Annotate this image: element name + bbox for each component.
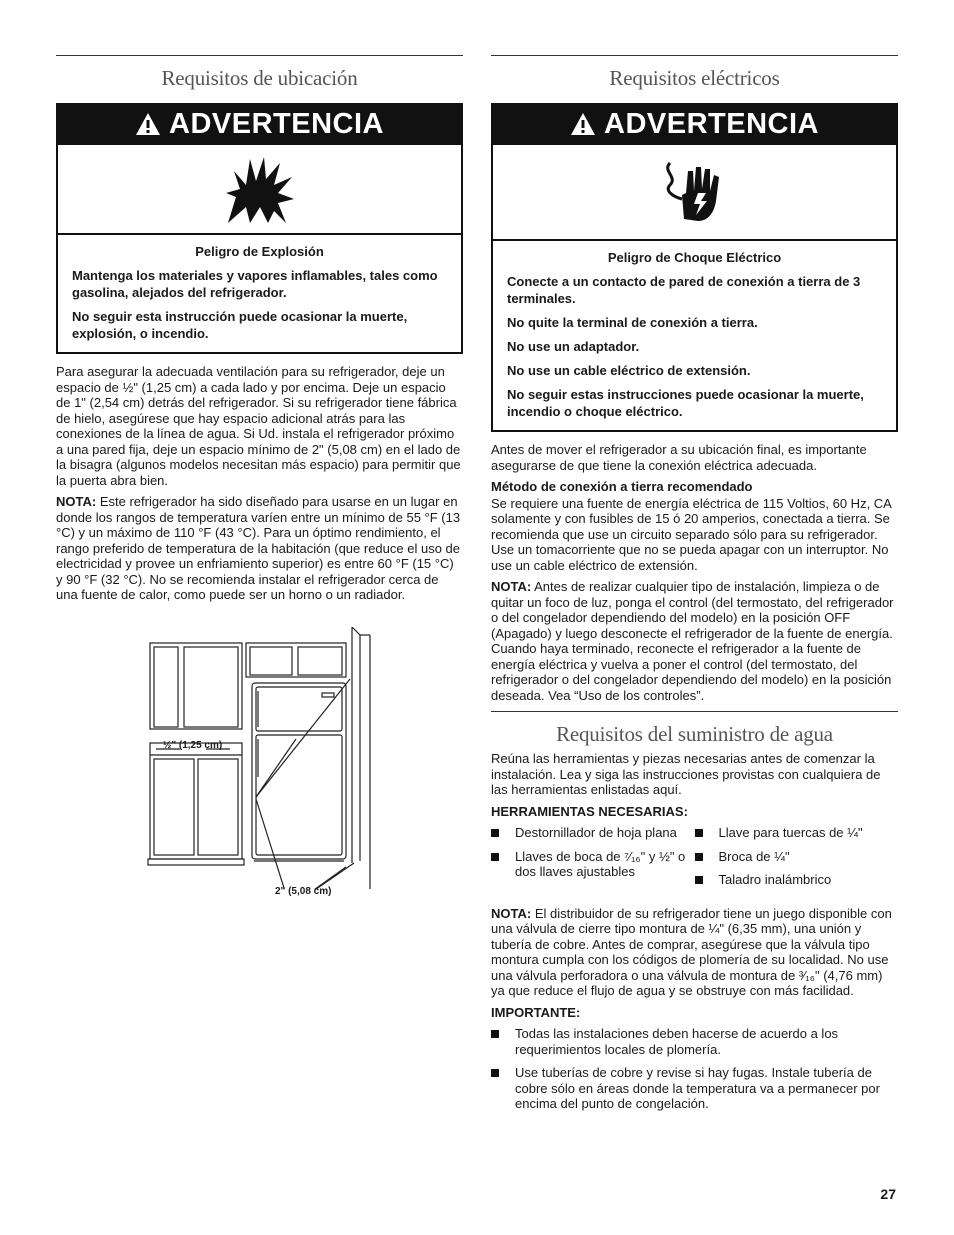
left-top-rule [56, 55, 463, 56]
list-item: Taladro inalámbrico [695, 872, 899, 888]
right-top-rule [491, 55, 898, 56]
explosion-warning-text [58, 233, 461, 352]
list-item: Use tuberías de cobre y revise si hay fugas. Instale tubería de cobre sólo en áreas donde la temperatura va a permanecer por encima del punto de congelación. [491, 1065, 898, 1112]
warning-line: Mantenga los materiales y vapores inflamables, tales como gasolina, alejados del refrigerador. [72, 268, 438, 300]
list-item: Destornillador de hoja plana [491, 825, 695, 841]
warning-label: ADVERTENCIA [604, 107, 819, 140]
list-item: Todas las instalaciones deben hacerse de acuerdo a los requerimientos locales de plomería. [491, 1026, 898, 1057]
explosion-warning-box [56, 103, 463, 354]
clearance-figure [146, 627, 406, 889]
warning-line: No quite la terminal de conexión a tierra. [507, 315, 758, 330]
shock-warning-text [493, 239, 896, 430]
left-column [56, 55, 463, 897]
tools-heading: HERRAMIENTAS NECESARIAS: [491, 803, 688, 819]
note-label: NOTA: [56, 494, 97, 509]
temperature-note [56, 494, 463, 603]
figure-label-bottom: 2" (5,08 cm) [275, 886, 332, 897]
warning-line: No use un cable eléctrico de extensión. [507, 363, 751, 378]
electric-shock-hand-icon [660, 159, 730, 225]
refrigerator-clearance-illustration [146, 627, 406, 889]
list-item: Broca de ¼" [695, 849, 899, 865]
shock-pictogram [493, 143, 896, 239]
explosion-icon [224, 153, 296, 225]
warning-line: No seguir estas instrucciones puede ocasionar la muerte, incendio o choque eléctrico. [507, 387, 864, 419]
important-heading: IMPORTANTE: [491, 1004, 581, 1020]
note-text: Antes de realizar cualquier tipo de instalación, limpieza o de quitar un foco de luz, ponga el control (del termostato, del refrigerador o del congelador dependiendo del modelo) en la posición OFF (Apagado) y luego desconecte el refrigerador de la fuente de energía. Cuando haya terminado, reconecte el refrigerador a la fuente de energía eléctrica y vuelva a poner el control (del termostato, del refrigerador o del congelador dependiendo del modelo) en la posición deseada. Vea “Uso de los controles”. [491, 579, 894, 703]
water-section-rule [491, 711, 898, 712]
ventilation-paragraph: Para asegurar la adecuada ventilación para su refrigerador, deje un espacio de ½" (1,25 cm) a cada lado y por encima. Deje un espacio de 1" (2,54 cm) detrás del refrigerador. Si su refrigerador tiene fábrica de hielo, asegúrese que hay espacio adicional atrás para las conexiones de la línea de agua. Si Ud. instala el refrigerador próximo a una pared fija, deje un espacio mínimo de 2" (5,08 cm) en el lado de la bisagra (algunos modelos necesitan más espacio) para permitir que la puerta abra bien. [56, 364, 461, 488]
water-supply-title: Requisitos del suministro de agua [556, 722, 833, 746]
hazard-title: Peligro de Explosión [195, 244, 324, 259]
electrical-requirements-title: Requisitos eléctricos [609, 66, 780, 90]
water-intro: Reúna las herramientas y piezas necesarias antes de comenzar la instalación. Lea y siga las instrucciones provistas con cualquiera de las herramientas enlistadas aquí. [491, 751, 881, 797]
explosion-pictogram [58, 143, 461, 233]
location-requirements-title: Requisitos de ubicación [161, 66, 358, 90]
important-list [491, 1026, 898, 1112]
warning-triangle-icon [570, 112, 596, 136]
electrical-note [491, 579, 898, 703]
warning-line: No use un adaptador. [507, 339, 640, 354]
water-body [491, 751, 898, 1112]
figure-label-top: ½" (1,25 cm) [163, 740, 223, 751]
valve-note [491, 906, 898, 999]
warning-line: No seguir esta instrucción puede ocasionar la muerte, explosión, o incendio. [72, 309, 408, 341]
location-body [56, 364, 463, 603]
warning-header [58, 105, 461, 143]
warning-label: ADVERTENCIA [169, 107, 384, 140]
grounding-method-text: Se requiere una fuente de energía eléctrica de 115 Voltios, 60 Hz, CA solamente y con fusibles de 15 ó 20 amperios, conectada a tierra. Se recomienda que use un circuito separado sólo para su refrigerador. Use un tomacorriente que no se pueda apagar con un interruptor. No use un cable eléctrico de extensión. [491, 495, 892, 573]
warning-line: Conecte a un contacto de pared de conexión a tierra de 3 terminales. [507, 274, 861, 306]
tools-list-right [695, 825, 899, 896]
page-number: 27 [880, 1186, 896, 1202]
electrical-intro: Antes de mover el refrigerador a su ubicación final, es importante asegurarse de que tiene la conexión eléctrica adecuada. [491, 442, 867, 473]
hazard-title: Peligro de Choque Eléctrico [607, 250, 782, 265]
grounding-method-heading: Método de conexión a tierra recomendado [491, 479, 753, 494]
tools-list-left [491, 825, 695, 896]
list-item: Llaves de boca de ⁷⁄₁₆" y ½" o dos llaves ajustables [491, 849, 695, 880]
electrical-body [491, 442, 898, 703]
note-label: NOTA: [491, 905, 532, 921]
note-text: El distribuidor de su refrigerador tiene un juego disponible con una válvula de cierre tipo montura de ¼" (6,35 mm), una unión y tubería de cobre. Antes de comprar, asegúrese que la válvula tipo montura cumpla con los códigos de plomería de su localidad. No use una válvula perforadora o una válvula de montura de ³⁄₁₆" (4,76 mm) ya que reduce el flujo de agua y se obstruye con más facilidad. [491, 905, 892, 998]
warning-header [493, 105, 896, 143]
warning-triangle-icon [135, 112, 161, 136]
tools-list [491, 825, 898, 896]
electric-shock-warning-box [491, 103, 898, 432]
note-text: Este refrigerador ha sido diseñado para usarse en un lugar en donde los rangos de temperatura varíen entre un mínimo de 55 °F (13 °C) y un máximo de 110 °F (43 °C). Para un óptimo rendimiento, el rango preferido de temperatura de la habitación (que reduce el uso de electricidad y provee un enfriamiento superior) es entre 60 °F (15 °C) y 90 °F (32 °C). No se recomienda instalar el refrigerador cerca de una fuente de calor, como puede ser un horno o un radiador. [56, 494, 461, 602]
list-item: Llave para tuercas de ¼" [695, 825, 899, 841]
note-label: NOTA: [491, 579, 532, 594]
right-column [491, 55, 898, 1120]
